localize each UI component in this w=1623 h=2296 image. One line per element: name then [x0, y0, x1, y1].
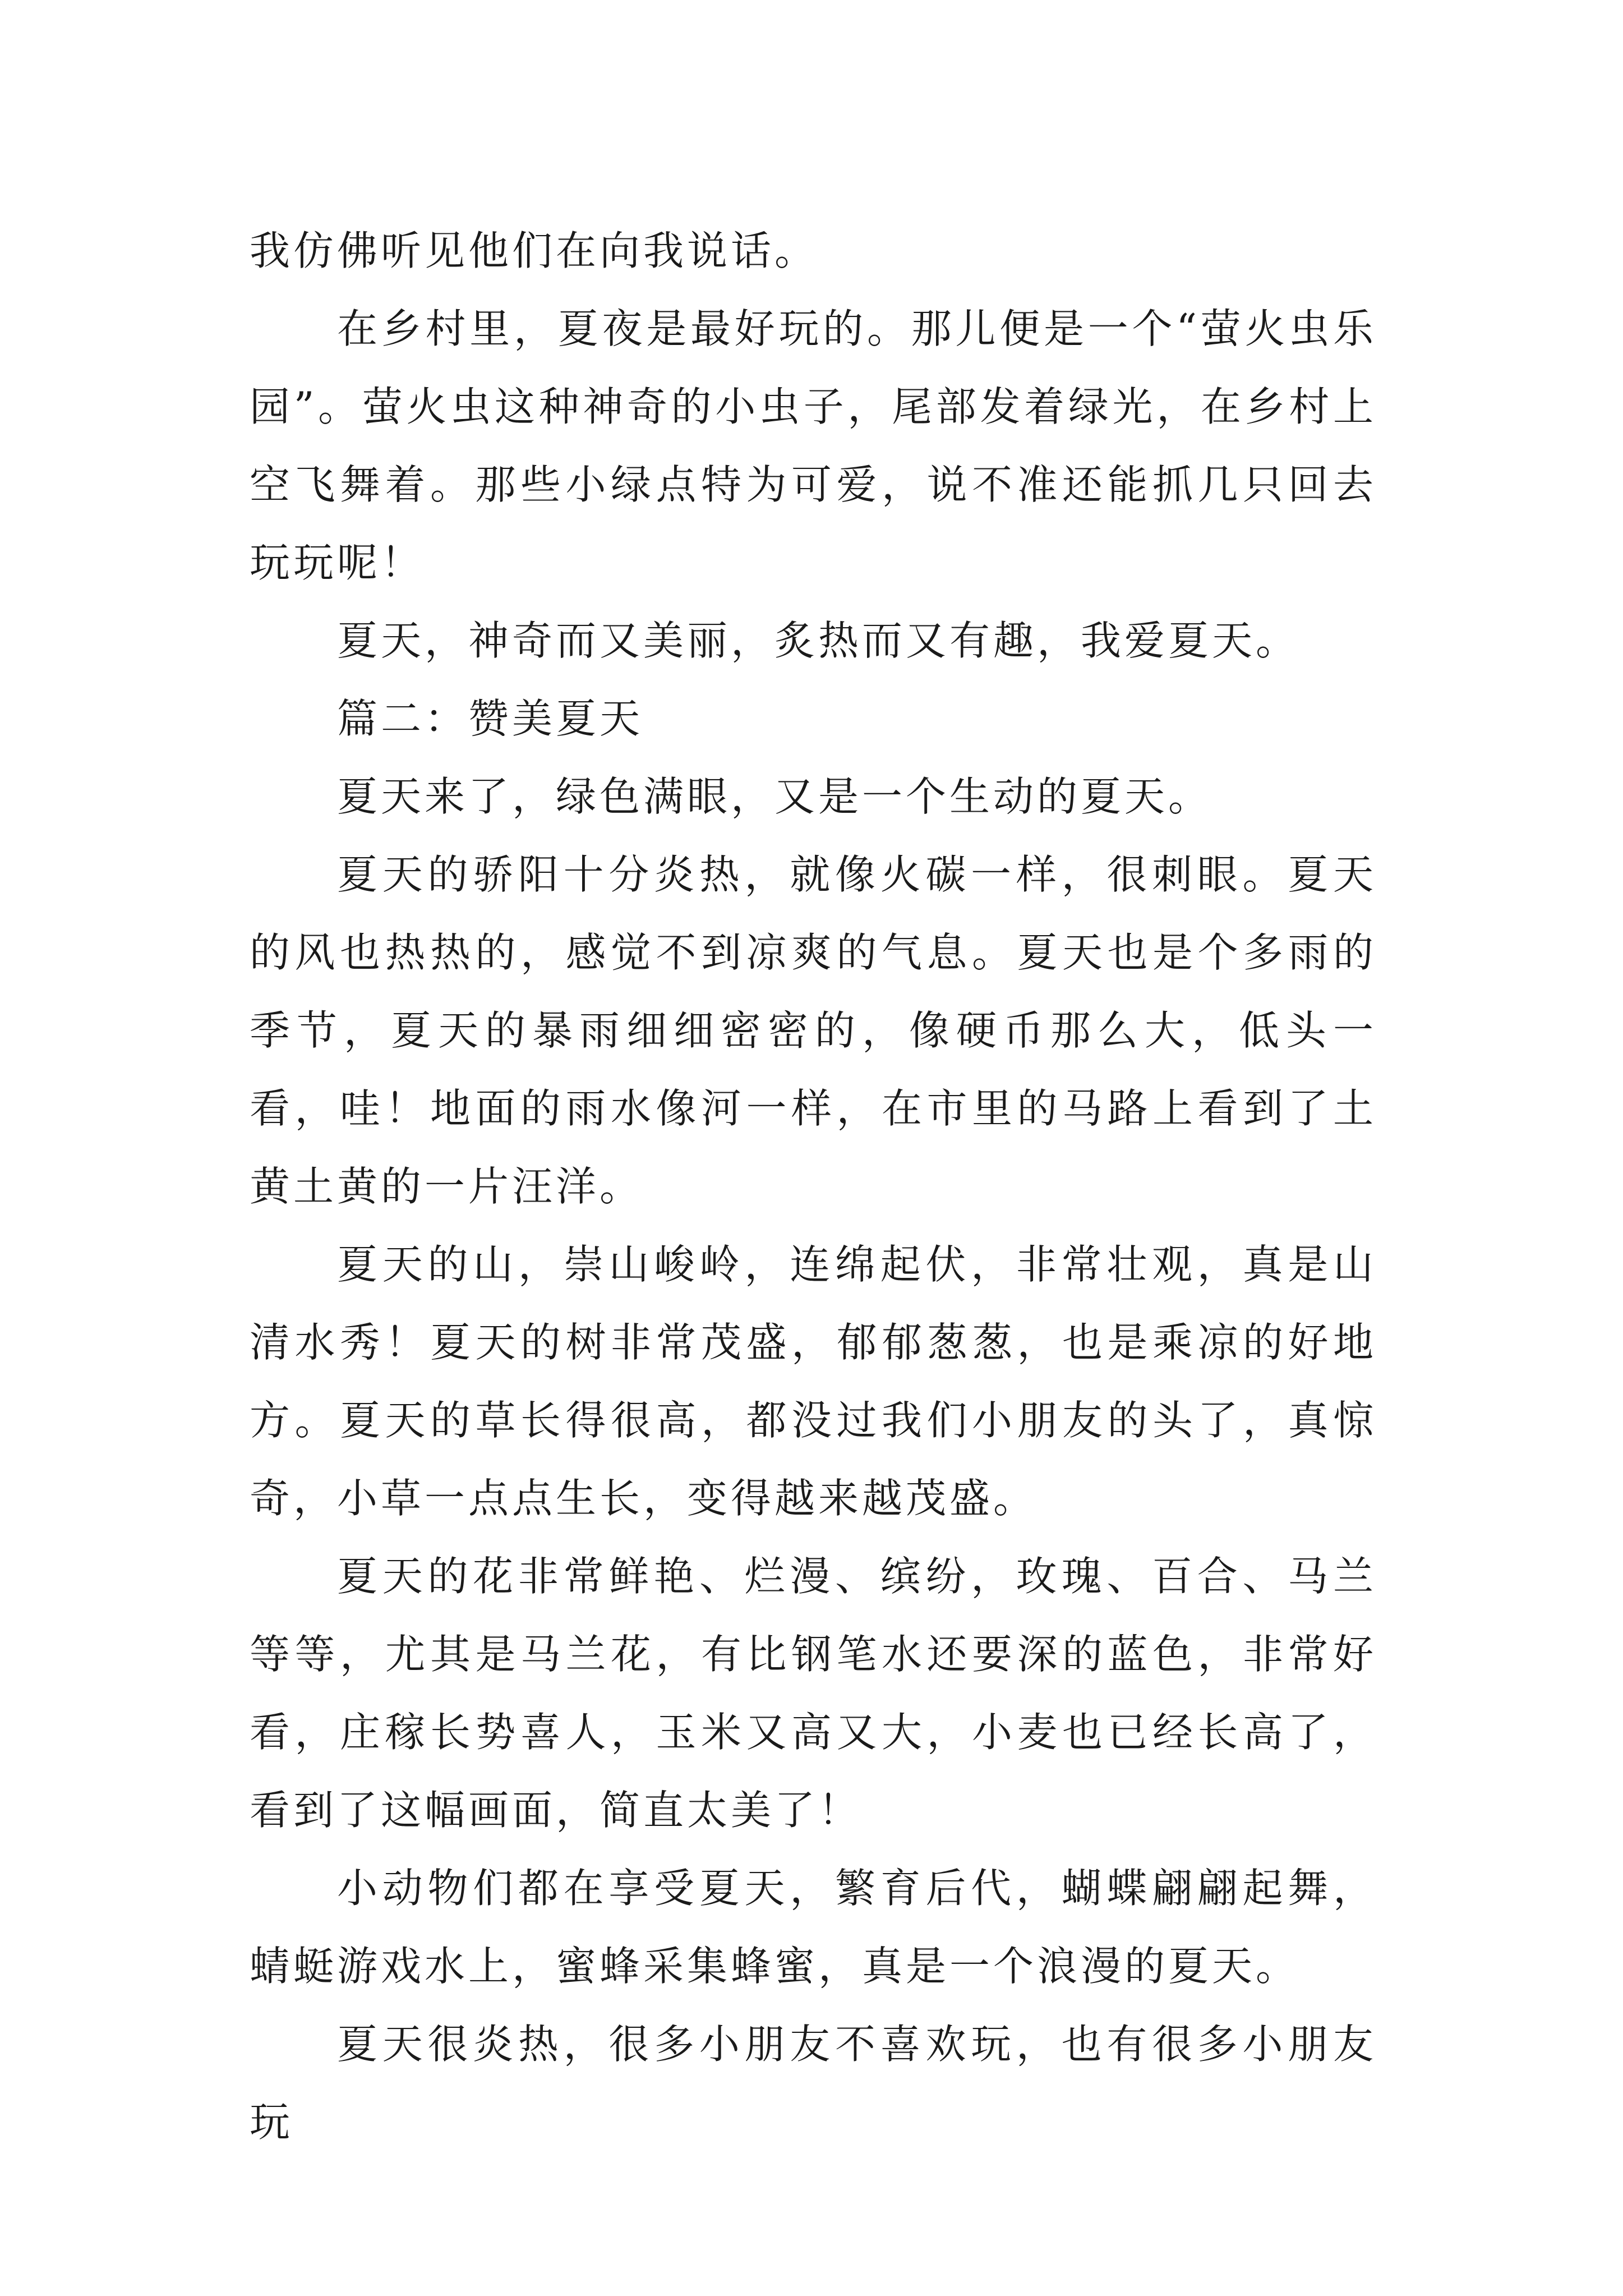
paragraph-hot-summer: 夏天很炎热，很多小朋友不喜欢玩，也有很多小朋友玩 [250, 2021, 1377, 2146]
body-text [250, 212, 1377, 2161]
paragraph-animals: 小动物们都在享受夏天，繁育后代，蝴蝶翩翩起舞，蜻蜓游戏水上，蜜蜂采集蜂蜜，真是一个浪漫的夏天。 [250, 1865, 1377, 1990]
paragraph-love-summer: 夏天，神奇而又美丽，炙热而又有趣，我爱夏天。 [337, 617, 1300, 664]
paragraph-mountains-trees: 夏天的山，崇山峻岭，连绵起伏，非常壮观，真是山清水秀！夏天的树非常茂盛，郁郁葱葱，也是乘凉的好地方。夏天的草长得很高，都没过我们小朋友的头了，真惊奇，小草一点点生长，变得越来越茂盛。 [250, 1241, 1377, 1522]
paragraph-continued: 我仿佛听见他们在向我说话。 [250, 227, 819, 274]
paragraph-firefly-park: 在乡村里，夏夜是最好玩的。那儿便是一个“萤火虫乐园”。萤火虫这种神奇的小虫子，尾部发着绿光，在乡村上空飞舞着。那些小绿点特为可爱，说不准还能抓几只回去玩玩呢！ [250, 305, 1377, 586]
paragraph-flowers-crops: 夏天的花非常鲜艳、烂漫、缤纷，玫瑰、百合、马兰等等，尤其是马兰花，有比钢笔水还要深的蓝色，非常好看，庄稼长势喜人，玉米又高又大，小麦也已经长高了，看到了这幅画面，简直太美了！ [250, 1553, 1377, 1834]
paragraph-sun-and-rain: 夏天的骄阳十分炎热，就像火碳一样，很刺眼。夏天的风也热热的，感觉不到凉爽的气息。夏天也是个多雨的季节，夏天的暴雨细细密密的，像硬币那么大，低头一看，哇！地面的雨水像河一样，在市里的马路上看到了土黄土黄的一片汪洋。 [250, 851, 1377, 1210]
section-heading: 篇二：赞美夏天 [337, 695, 644, 742]
paragraph-summer-arrives: 夏天来了，绿色满眼，又是一个生动的夏天。 [337, 773, 1212, 820]
